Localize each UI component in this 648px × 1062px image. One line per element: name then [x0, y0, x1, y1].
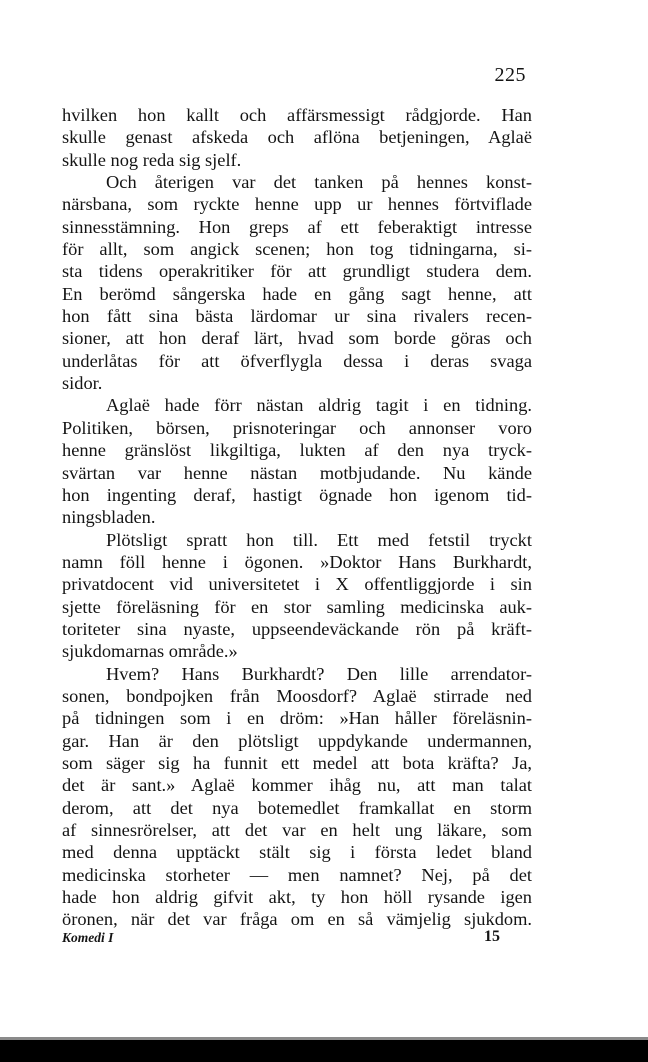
text-line: af sinnesrörelser, att det var en helt ung läkare, som: [62, 820, 532, 840]
printer-signature: Komedi I: [62, 930, 114, 945]
text-line: det är sant.» Aglaë kommer ihåg nu, att man talat: [62, 775, 532, 796]
text-line: underlåtas för att öfverflygla dessa i deras svaga: [62, 350, 532, 371]
page-number: 225: [494, 64, 526, 86]
text-line: skulle genast afskeda och aflöna betjeningen, Aglaë: [62, 127, 532, 148]
text-line: sjukdomarnas område.»: [62, 641, 238, 662]
text-line: som säger sig ha funnit ett medel att bota kräfta? Ja,: [62, 752, 532, 773]
text-line: hvilken hon kallt och affärsmessigt rådgjorde. Han: [62, 105, 532, 125]
text-line: närsbana, som ryckte henne upp ur hennes förtviflade: [62, 194, 532, 215]
text-line: sta tidens operakritiker för att grundligt studera dem.: [62, 261, 532, 282]
text-line: på tidningen som i en dröm: »Han håller föreläsnin-: [62, 708, 532, 729]
text-line: hon fått sina bästa lärdomar ur sina rivalers recen-: [62, 306, 532, 327]
text-line: skulle nog reda sig sjelf.: [62, 149, 242, 170]
text-line: Och återigen var det tanken på hennes konst-: [106, 172, 532, 193]
text-line: derom, att det nya botemedlet framkallat en storm: [62, 797, 532, 818]
text-line: svärtan var henne nästan motbjudande. Nu kände: [62, 462, 532, 483]
text-line: gar. Han är den plötsligt uppdykande undermannen,: [62, 730, 532, 751]
text-line: sioner, att hon deraf lärt, hvad som borde göras och: [62, 328, 532, 349]
text-line: medicinska storheter — men namnet? Nej, på det: [62, 864, 532, 885]
text-line: för allt, som angick scenen; hon tog tidningarna, si-: [62, 239, 532, 260]
text-line: ningsbladen.: [62, 507, 156, 528]
text-line: öronen, när det var fråga om en så vämjelig sjukdom.: [62, 909, 532, 930]
text-line: sidor.: [62, 373, 103, 394]
sheet-number: 15: [484, 928, 500, 945]
page-footer: [62, 926, 500, 950]
text-line: toriteter sina nyaste, uppseendeväckande rön på kräft-: [62, 618, 532, 639]
text-line: hon ingenting deraf, hastigt ögnade hon igenom tid-: [62, 484, 532, 505]
text-line: sjette föreläsning för en stor samling medicinska auk-: [62, 596, 532, 617]
text-line: privatdocent vid universitetet i X offentliggjorde i sin: [62, 574, 532, 595]
text-line: med denna upptäckt stält sig i första ledet bland: [62, 842, 532, 863]
text-line: namn föll henne i ögonen. »Doktor Hans Burkhardt,: [62, 551, 532, 572]
text-line: Politiken, börsen, prisnoteringar och annonser voro: [62, 417, 532, 438]
text-line: hade hon aldrig gifvit akt, ty hon höll rysande igen: [62, 887, 532, 908]
text-line: sinnesstämning. Hon greps af ett feberaktigt intresse: [62, 216, 532, 237]
scan-bottom-edge: [0, 1040, 648, 1062]
text-line: henne gränslöst likgiltiga, lukten af den nya tryck-: [62, 440, 532, 461]
text-line: Plötsligt spratt hon till. Ett med fetstil tryckt: [106, 529, 532, 550]
text-line: En berömd sångerska hade en gång sagt henne, att: [62, 283, 532, 304]
body-text: [62, 104, 532, 931]
text-line: Hvem? Hans Burkhardt? Den lille arrendator-: [106, 663, 532, 684]
text-line: sonen, bondpojken från Moosdorf? Aglaë stirrade ned: [62, 685, 532, 706]
text-line: Aglaë hade förr nästan aldrig tagit i en tidning.: [106, 395, 532, 416]
